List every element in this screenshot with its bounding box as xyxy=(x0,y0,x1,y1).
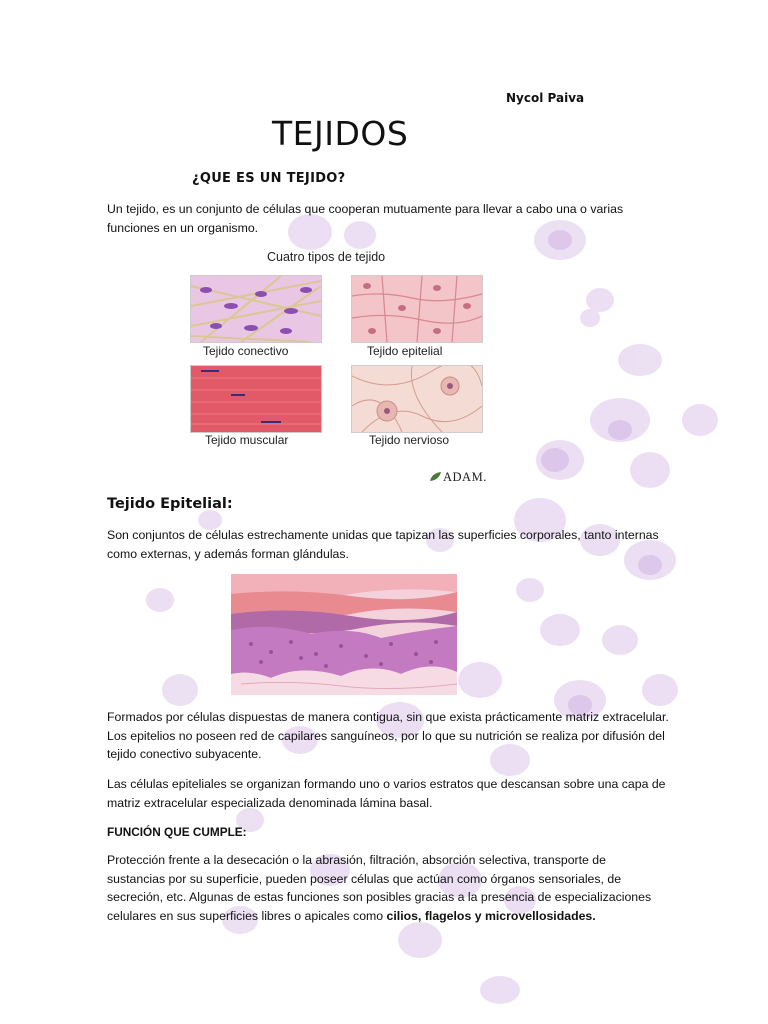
intro-paragraph: Un tejido, es un conjunto de células que cooperan mutuamente para llevar a cabo una o varias funciones en un organismo. xyxy=(107,202,624,235)
section-paragraph-2: Formados por células dispuestas de manera contigua, sin que exista prácticamente matriz extracelular. Los epitelios no poseen red de capilares sanguíneos, por lo que su nutrición se realiza por difusión del tejido conectivo subyacente. xyxy=(107,710,669,761)
section-paragraph-1: Son conjuntos de células estrechamente unidas que tapizan las superficies corporales, tanto internas como externas, y además forman glándulas. xyxy=(107,528,659,561)
author-name: Nycol Paiva xyxy=(506,91,585,105)
figure-title: Cuatro tipos de tejido xyxy=(267,250,386,264)
function-bold-text: cilios, flagelos y microvellosidades. xyxy=(386,908,596,923)
epithelium-histology-image xyxy=(231,574,457,695)
image-credit: ADAM. xyxy=(443,470,487,484)
page-title: TEJIDOS xyxy=(272,114,409,153)
section-paragraph-3: Las células epiteliales se organizan formando uno o varios estratos que descansan sobre una capa de matriz extracelular especializada denominada lámina basal. xyxy=(107,777,666,810)
section-heading: Tejido Epitelial: xyxy=(107,496,233,512)
adam-logo-leaf-icon xyxy=(429,471,443,483)
caption-epithelial: Tejido epitelial xyxy=(367,344,443,358)
function-heading: FUNCIÓN QUE CUMPLE: xyxy=(107,825,247,839)
function-paragraph xyxy=(107,851,667,925)
caption-connective: Tejido conectivo xyxy=(203,344,289,358)
epithelial-tissue-image xyxy=(351,275,483,343)
caption-nervous: Tejido nervioso xyxy=(369,433,450,447)
tissue-types-figure xyxy=(185,248,525,488)
function-text: Protección frente a la desecación o la abrasión, filtración, absorción selectiva, transporte de sustancias por su superficie, pueden poseer células que actúan como órganos sensoriales, de secreción, etc. Algunas de estas funciones son posibles gracias a la presencia de especializaciones celulares en sus superficies libres o apicales como xyxy=(107,853,652,923)
caption-muscular: Tejido muscular xyxy=(205,433,289,447)
nervous-tissue-image xyxy=(351,365,483,433)
muscular-tissue-image xyxy=(190,365,322,433)
subtitle: ¿QUE ES UN TEJIDO? xyxy=(192,171,346,186)
connective-tissue-image xyxy=(190,275,322,343)
